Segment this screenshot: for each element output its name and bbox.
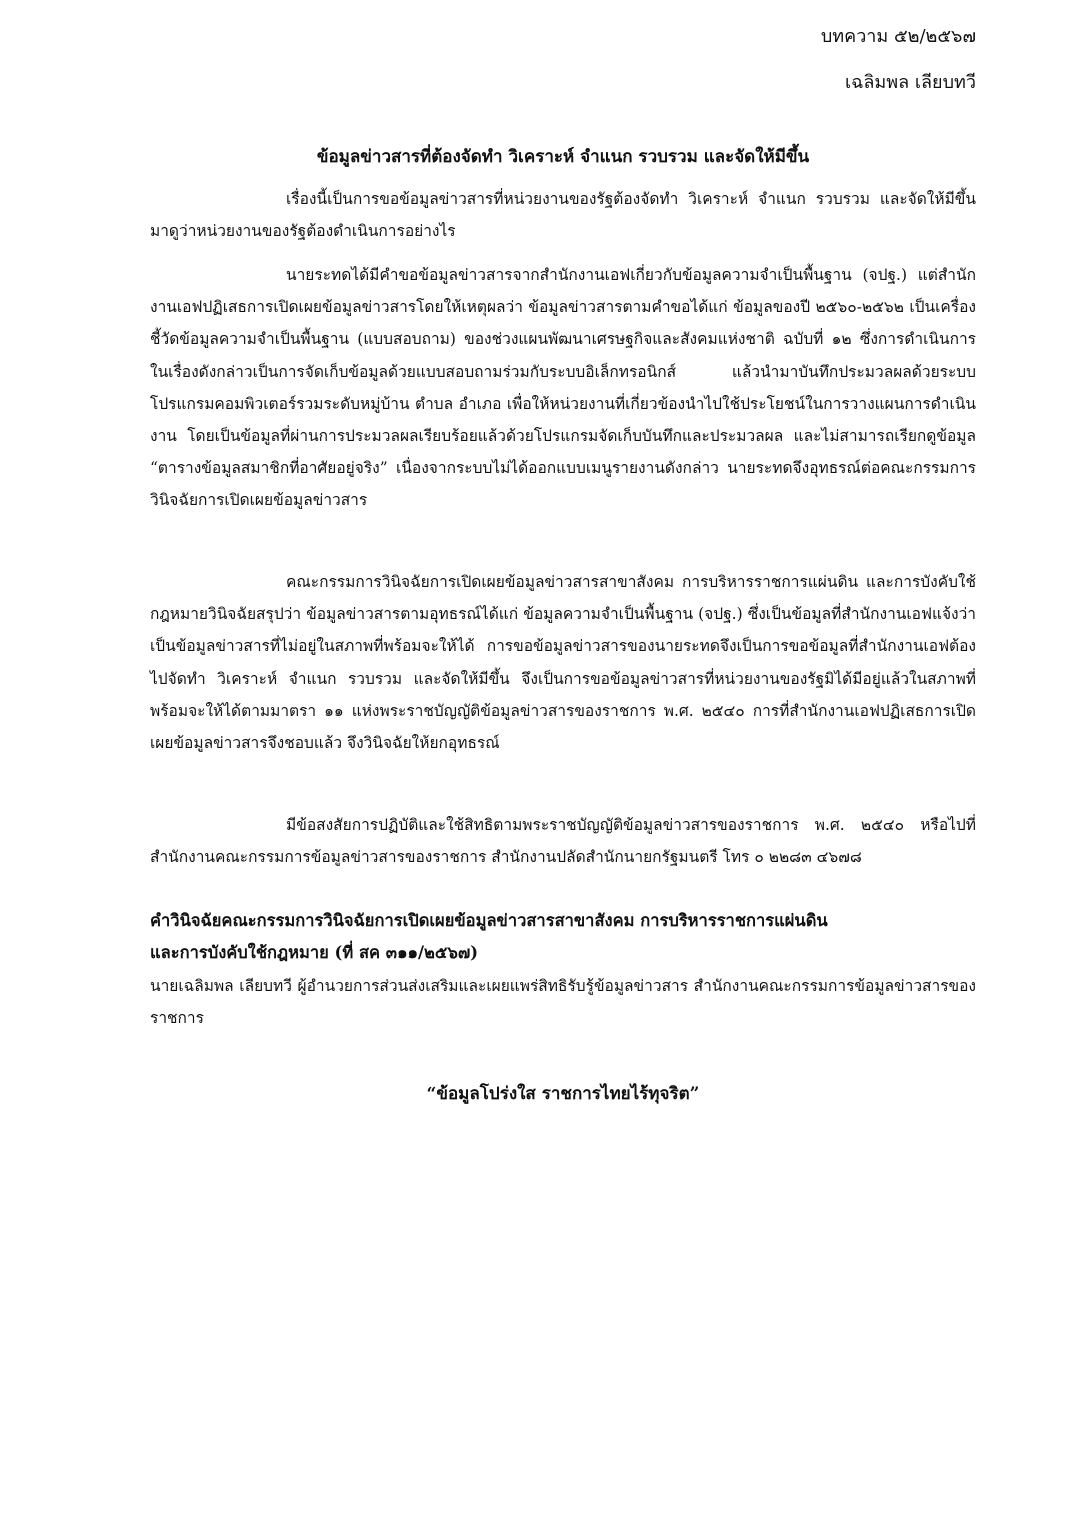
ruling-line-1: คำวินิจฉัยคณะกรรมการวินิจฉัยการเปิดเผยข้อมูลข่าวสารสาขาสังคม การบริหารราชการแผ่นดิน [150,911,828,930]
slogan: “ข้อมูลโปร่งใส ราชการไทยไร้ทุจริต” [426,1084,700,1104]
paragraph-text: นายระทดได้มีคำขอข้อมูลข่าวสารจากสำนักงานเอฟเกี่ยวกับข้อมูลความจำเป็นพื้นฐาน (จปฐ.) แต่สำนักงานเอฟปฏิเสธการเปิดเผยข้อมูลข่าวสารโดยให้เหตุผลว่า ข้อมูลข่าวสารตามคำขอได้แก่ ข้อมูลของปี ๒๕๖๐-๒๕๖๒ เป็นเครื่องชี้วัดข้อมูลความจำเป็นพื้นฐาน (แบบสอบถาม) ของช่วงแผนพัฒนาเศรษฐกิจและสังคมแห่งชาติ ฉบับที่ ๑๒ ซึ่งการดำเนินการในเรื่องดังกล่าวเป็นการจัดเก็บข้อมูลด้วยแบบสอบถามร่วมกับระบบอิเล็กทรอนิกส์ แล้วนำมาบันทึกประมวลผลด้วยระบบโปรแกรมคอมพิวเตอร์รวมระดับหมู่บ้าน ตำบล อำเภอ เพื่อให้หน่วยงานที่เกี่ยวข้องนำไปใช้ประโยชน์ในการวางแผนการดำเนินงาน โดยเป็นข้อมูลที่ผ่านการประมวลผลเรียบร้อยแล้วด้วยโปรแกรมจัดเก็บบันทึกและประมวลผล และไม่สามารถเรียกดูข้อมูล “ตารางข้อมูลสมาชิกที่อาศัยอยู่จริง” เนื่องจากระบบไม่ได้ออกแบบเมนูรายงานดังกล่าว นายระทดจึงอุทธรณ์ต่อคณะกรรมการวินิจฉัยการเปิดเผยข้อมูลข่าวสาร [150,266,976,510]
article-header [821,14,976,106]
paragraph-text: เรื่องนี้เป็นการขอข้อมูลข่าวสารที่หน่วยงานของรัฐต้องจัดทำ วิเคราะห์ จำแนก รวบรวม และจัดให้มีขึ้น มาดูว่าหน่วยงานของรัฐต้องดำเนินการอย่างไร [150,190,976,241]
article-author-name: เฉลิมพล เลียบทวี [844,72,976,93]
ruling-reference [150,905,976,969]
paragraph-intro [150,183,976,247]
paragraph-decision [150,566,976,759]
ruling-line-2: และการบังคับใช้กฎหมาย (ที่ สค ๓๑๑/๒๕๖๗) [150,943,479,962]
paragraph-text: คณะกรรมการวินิจฉัยการเปิดเผยข้อมูลข่าวสารสาขาสังคม การบริหารราชการแผ่นดิน และการบังคับใช้กฎหมายวินิจฉัยสรุปว่า ข้อมูลข่าวสารตามอุทธรณ์ได้แก่ ข้อมูลความจำเป็นพื้นฐาน (จปฐ.) ซึ่งเป็นข้อมูลที่สำนักงานเอฟแจ้งว่าเป็นข้อมูลข่าวสารที่ไม่อยู่ในสภาพที่พร้อมจะให้ได้ การขอข้อมูลข่าวสารของนายระทดจึงเป็นการขอข้อมูลที่สำนักงานเอฟต้องไปจัดทำ วิเคราะห์ จำแนก รวบรวม และจัดให้มีขึ้น จึงเป็นการขอข้อมูลข่าวสารที่หน่วยงานของรัฐมิได้มีอยู่แล้วในสภาพที่พร้อมจะให้ได้ตามมาตรา ๑๑ แห่งพระราชบัญญัติข้อมูลข่าวสารของราชการ พ.ศ. ๒๕๔๐ การที่สำนักงานเอฟปฏิเสธการเปิดเผยข้อมูลข่าวสารจึงชอบแล้ว จึงวินิจฉัยให้ยกอุทธรณ์ [150,573,976,753]
paragraph-text: มีข้อสงสัยการปฏิบัติและใช้สิทธิตามพระราชบัญญัติข้อมูลข่าวสารของราชการ พ.ศ. ๒๕๔๐ หรือไปที่สำนักงานคณะกรรมการข้อมูลข่าวสารของราชการ สำนักงานปลัดสำนักนายกรัฐมนตรี โทร ๐ ๒๒๘๓ ๔๖๗๘ [150,816,976,867]
paragraph-contact [150,809,976,873]
paragraph-request [150,259,976,517]
article-number: บทความ ๕๒/๒๕๖๗ [820,26,976,47]
author-credit: นายเฉลิมพล เลียบทวี ผู้อำนวยการส่วนส่งเสริมและเผยแพร่สิทธิรับรู้ข้อมูลข่าวสาร สำนักงานคณะกรรมการข้อมูลข่าวสารของราชการ [150,977,976,1028]
document-title: ข้อมูลข่าวสารที่ต้องจัดทำ วิเคราะห์ จำแนก รวบรวม และจัดให้มีขึ้น [316,147,810,167]
